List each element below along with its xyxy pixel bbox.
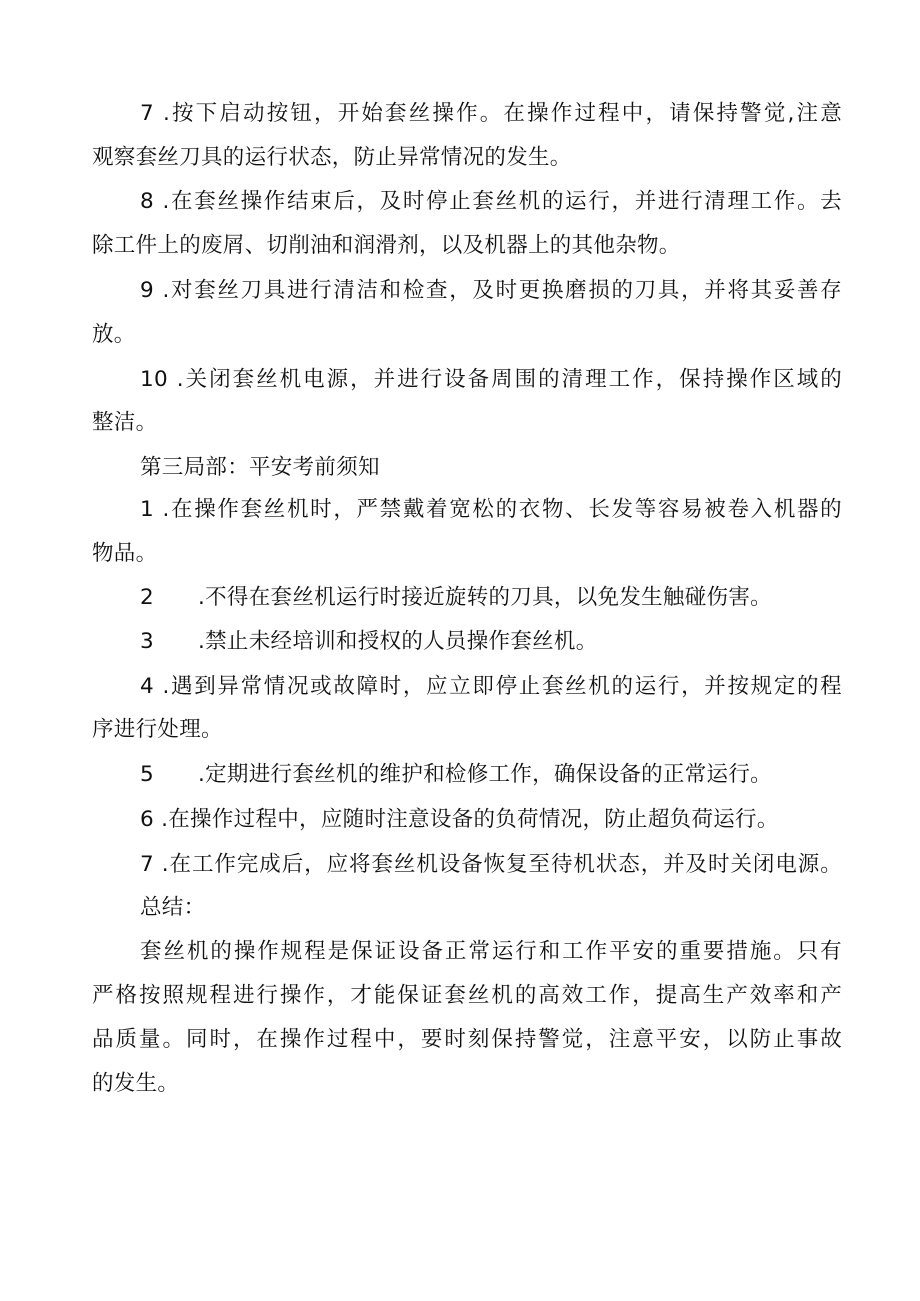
item-7-line-2: 观察套丝刀具的运行状态，防止异常情况的发生。 xyxy=(92,145,572,170)
s3-item-4-line-1: 4 .遇到异常情况或故障时，应立即停止套丝机的运行，并按规定的程 xyxy=(140,672,842,702)
item-number: 10 xyxy=(140,367,168,392)
item-number: 2 xyxy=(140,585,154,610)
item-number: 7 xyxy=(140,101,154,126)
item-10-line-1: 10 .关闭套丝机电源，并进行设备周围的清理工作，保持操作区域的 xyxy=(140,365,842,395)
s3-item-5: 5 .定期进行套丝机的维护和检修工作，确保设备的正常运行。 xyxy=(140,760,842,790)
item-8-line-2: 除工件上的废屑、切削油和润滑剂，以及机器上的其他杂物。 xyxy=(92,233,681,258)
item-number: 1 xyxy=(140,497,154,522)
s3-item-1-line-1: 1 .在操作套丝机时，严禁戴着宽松的衣物、长发等容易被卷入机器的 xyxy=(140,495,842,525)
item-number: 5 xyxy=(140,762,154,787)
item-9-line-2: 放。 xyxy=(92,322,136,347)
item-number: 8 xyxy=(140,189,154,214)
item-number: 9 xyxy=(140,278,154,303)
item-number: 6 xyxy=(140,807,154,832)
s3-item-3: 3 .禁止未经培训和授权的人员操作套丝机。 xyxy=(140,627,842,657)
summary-heading: 总结： xyxy=(140,895,206,920)
item-9-line-1: 9 .对套丝刀具进行清洁和检查，及时更换磨损的刀具，并将其妥善存 xyxy=(140,276,842,306)
summary-line-4: 的发生。 xyxy=(92,1071,180,1096)
item-10-line-2: 整洁。 xyxy=(92,410,158,435)
summary-line-2: 严格按照规程进行操作，才能保证套丝机的高效工作，提高生产效率和产 xyxy=(92,983,842,1008)
s3-item-4-line-2: 序进行处理。 xyxy=(92,717,223,742)
s3-item-7: 7 .在工作完成后，应将套丝机设备恢复至待机状态，并及时关闭电源。 xyxy=(140,850,842,880)
item-number: 3 xyxy=(140,629,154,654)
s3-item-6: 6 .在操作过程中，应随时注意设备的负荷情况，防止超负荷运行。 xyxy=(140,805,842,835)
summary-line-1: 套丝机的操作规程是保证设备正常运行和工作平安的重要措施。只有 xyxy=(140,939,842,964)
s3-item-2: 2 .不得在套丝机运行时接近旋转的刀具，以免发生触碰伤害。 xyxy=(140,583,842,613)
summary-line-3: 品质量。同时，在操作过程中，要时刻保持警觉，注意平安，以防止事故 xyxy=(92,1027,842,1052)
item-7-line-1: 7 .按下启动按钮，开始套丝操作。在操作过程中，请保持警觉,注意 xyxy=(140,99,842,129)
s3-item-1-line-2: 物品。 xyxy=(92,541,158,566)
item-number: 4 xyxy=(140,674,154,699)
section-3-heading: 第三局部：平安考前须知 xyxy=(140,455,380,480)
item-8-line-1: 8 .在套丝操作结束后，及时停止套丝机的运行，并进行清理工作。去 xyxy=(140,187,842,217)
item-number: 7 xyxy=(140,852,154,877)
